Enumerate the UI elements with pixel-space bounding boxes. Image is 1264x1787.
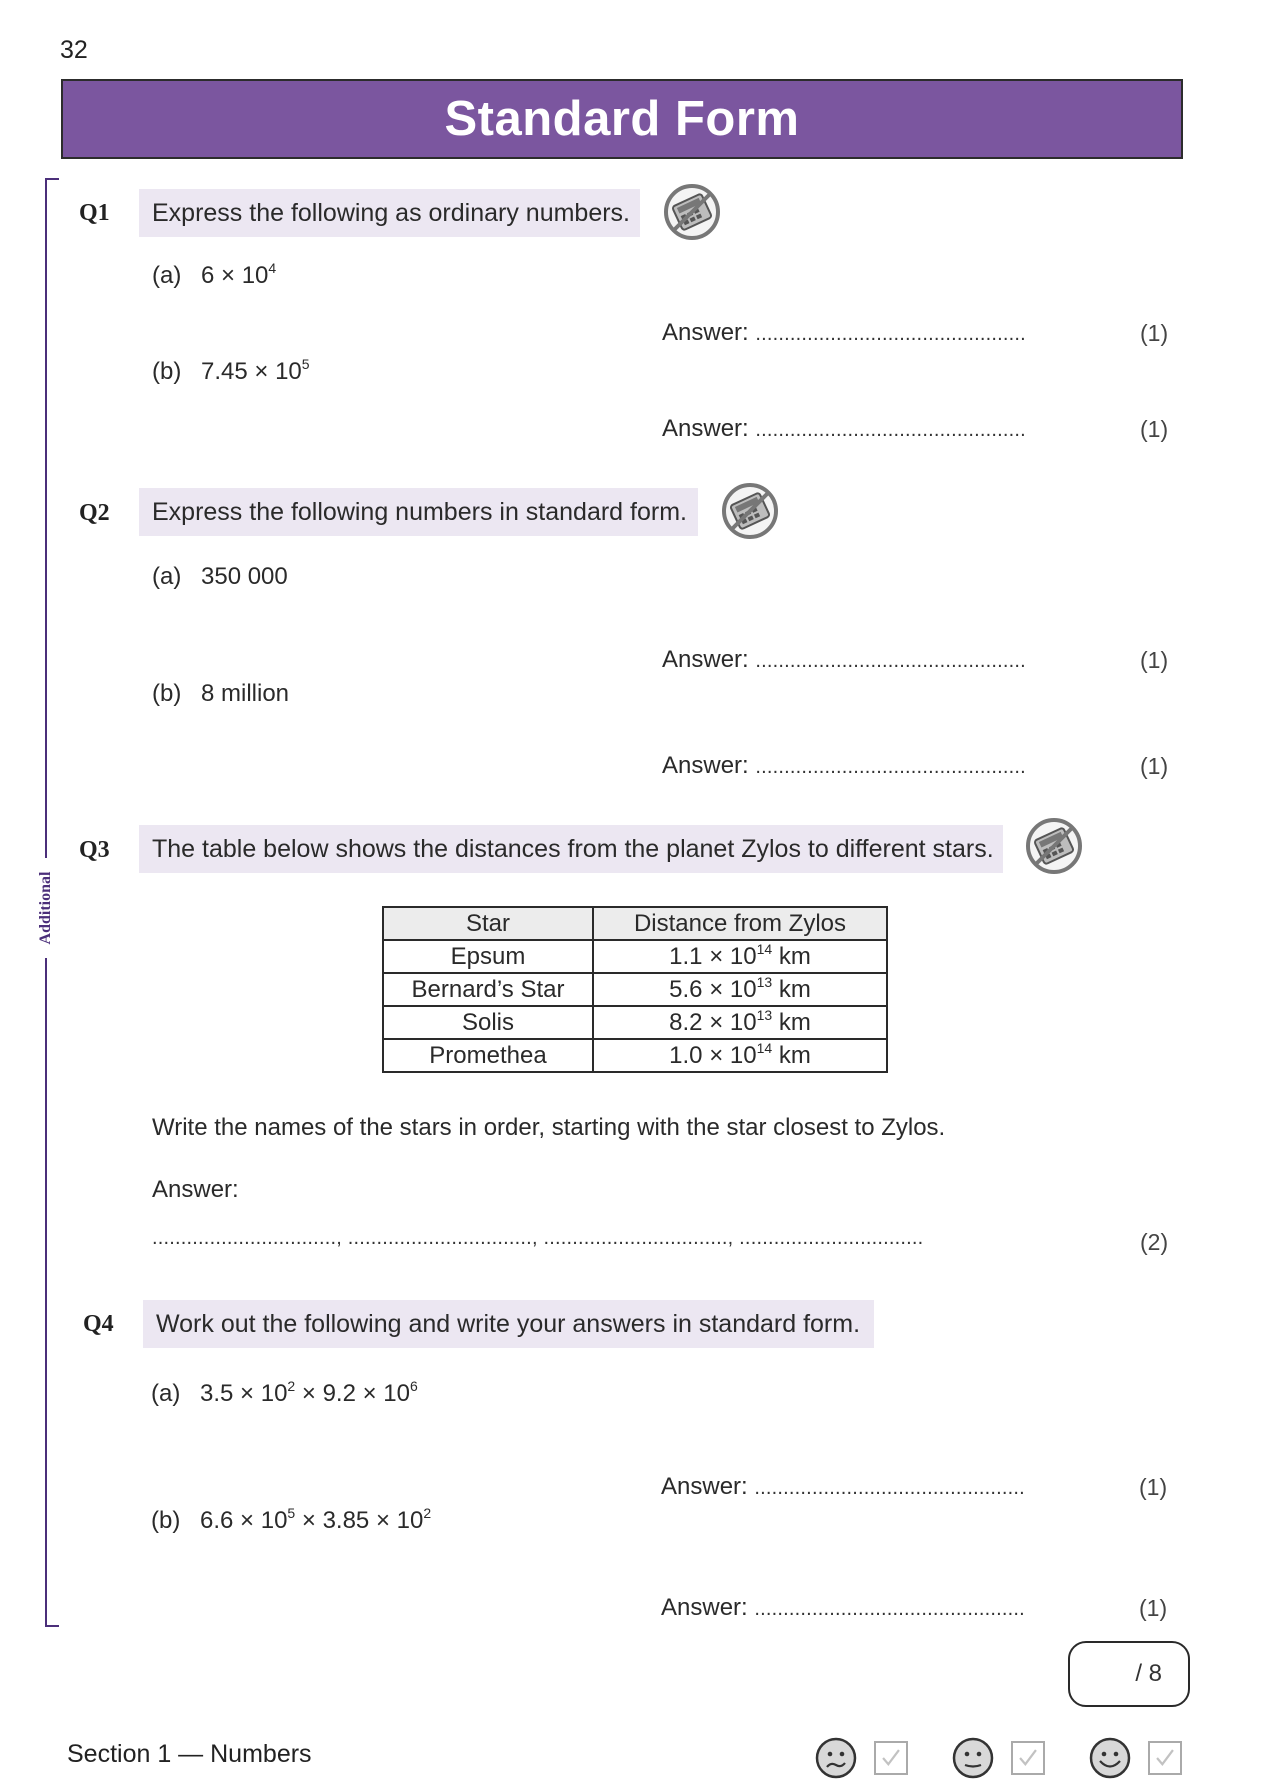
q3-answer-line[interactable]: ................................, ................................, ................................, ................................ <box>152 1227 924 1249</box>
q4-part-a: (a) $3.5 \times 10^2 \times 9.2 \times 10^6$ <box>151 1378 418 1407</box>
q1b-answer-line[interactable]: Answer: ............................................... <box>662 415 1026 442</box>
check-icon <box>1013 1743 1043 1773</box>
score-box <box>1068 1641 1190 1707</box>
q1a-answer-line[interactable]: Answer: ............................................... <box>662 319 1026 346</box>
no-calculator-icon <box>720 481 780 541</box>
q3-marks: (2) <box>1140 1229 1169 1255</box>
q1-part-b: (b) $7.45 \times 10^5$ <box>152 356 310 385</box>
star-distance: $1.0 \times 10^{14}$ km <box>593 1039 887 1072</box>
q3-number: Q3 <box>79 837 110 863</box>
q4b-answer-line[interactable]: Answer: ............................................... <box>661 1594 1025 1621</box>
additional-label: Additional <box>37 871 54 945</box>
q1b-marks: (1) <box>1140 416 1169 442</box>
table-row <box>383 1039 887 1072</box>
tick-box-neutral[interactable] <box>1011 1741 1045 1775</box>
no-calculator-icon <box>1024 816 1084 876</box>
star-distance: $5.6 \times 10^{13}$ km <box>593 973 887 1006</box>
table-header-row <box>383 907 887 940</box>
q2-part-b: (b) 8 million <box>152 680 290 707</box>
no-calculator-icon <box>662 182 722 242</box>
bracket-line-upper <box>45 178 47 858</box>
q1-part-a: (a) $6 \times 10^4$ <box>152 260 277 289</box>
sad-face-icon[interactable] <box>814 1736 858 1780</box>
table-header: Distance from Zylos <box>593 907 887 940</box>
star-distance: $8.2 \times 10^{13}$ km <box>593 1006 887 1039</box>
q2-number: Q2 <box>79 500 110 526</box>
star-name: Promethea <box>383 1039 593 1072</box>
distances-table <box>382 906 888 1073</box>
section-footer: Section 1 — Numbers <box>67 1740 312 1768</box>
star-name: Epsum <box>383 940 593 973</box>
table-row <box>383 1006 887 1039</box>
check-icon <box>876 1743 906 1773</box>
q2-part-a: (a) 350 000 <box>152 563 288 590</box>
table-row <box>383 973 887 1006</box>
star-distance: $1.1 \times 10^{14}$ km <box>593 940 887 973</box>
table-row <box>383 940 887 973</box>
score-total: / 8 <box>1135 1660 1162 1687</box>
q2b-answer-line[interactable]: Answer: ............................................... <box>662 752 1026 779</box>
title-banner <box>61 79 1183 159</box>
q3-prompt: The table below shows the distances from the planet Zylos to different stars. <box>139 825 1003 873</box>
tick-box-sad[interactable] <box>874 1741 908 1775</box>
bracket-line-lower <box>45 958 47 1627</box>
q2b-marks: (1) <box>1140 753 1169 779</box>
q2a-answer-line[interactable]: Answer: ............................................... <box>662 646 1026 673</box>
q1a-marks: (1) <box>1140 320 1169 346</box>
q4-part-b: (b) $6.6 \times 10^5 \times 3.85 \times 10^2$ <box>151 1505 432 1534</box>
tick-box-happy[interactable] <box>1148 1741 1182 1775</box>
table-header: Star <box>383 907 593 940</box>
q2-prompt: Express the following numbers in standard form. <box>139 488 698 536</box>
check-icon <box>1150 1743 1180 1773</box>
q4-number: Q4 <box>83 1311 114 1337</box>
q1-prompt: Express the following as ordinary numbers. <box>139 189 640 237</box>
star-name: Bernard’s Star <box>383 973 593 1006</box>
page-number: 32 <box>60 36 88 64</box>
q4a-answer-line[interactable]: Answer: ............................................... <box>661 1473 1025 1500</box>
page-title: Standard Form <box>444 92 800 146</box>
q4a-marks: (1) <box>1139 1474 1168 1500</box>
q1-number: Q1 <box>79 200 110 226</box>
neutral-face-icon[interactable] <box>951 1736 995 1780</box>
q4b-marks: (1) <box>1139 1595 1168 1621</box>
q4-prompt: Work out the following and write your answers in standard form. <box>143 1300 874 1348</box>
q3-answer-label: Answer: <box>152 1176 239 1203</box>
bracket-bottom <box>45 1625 59 1627</box>
star-name: Solis <box>383 1006 593 1039</box>
q3-instruction: Write the names of the stars in order, starting with the star closest to Zylos. <box>152 1114 946 1141</box>
happy-face-icon[interactable] <box>1088 1736 1132 1780</box>
q2a-marks: (1) <box>1140 647 1169 673</box>
bracket-top <box>45 178 59 180</box>
